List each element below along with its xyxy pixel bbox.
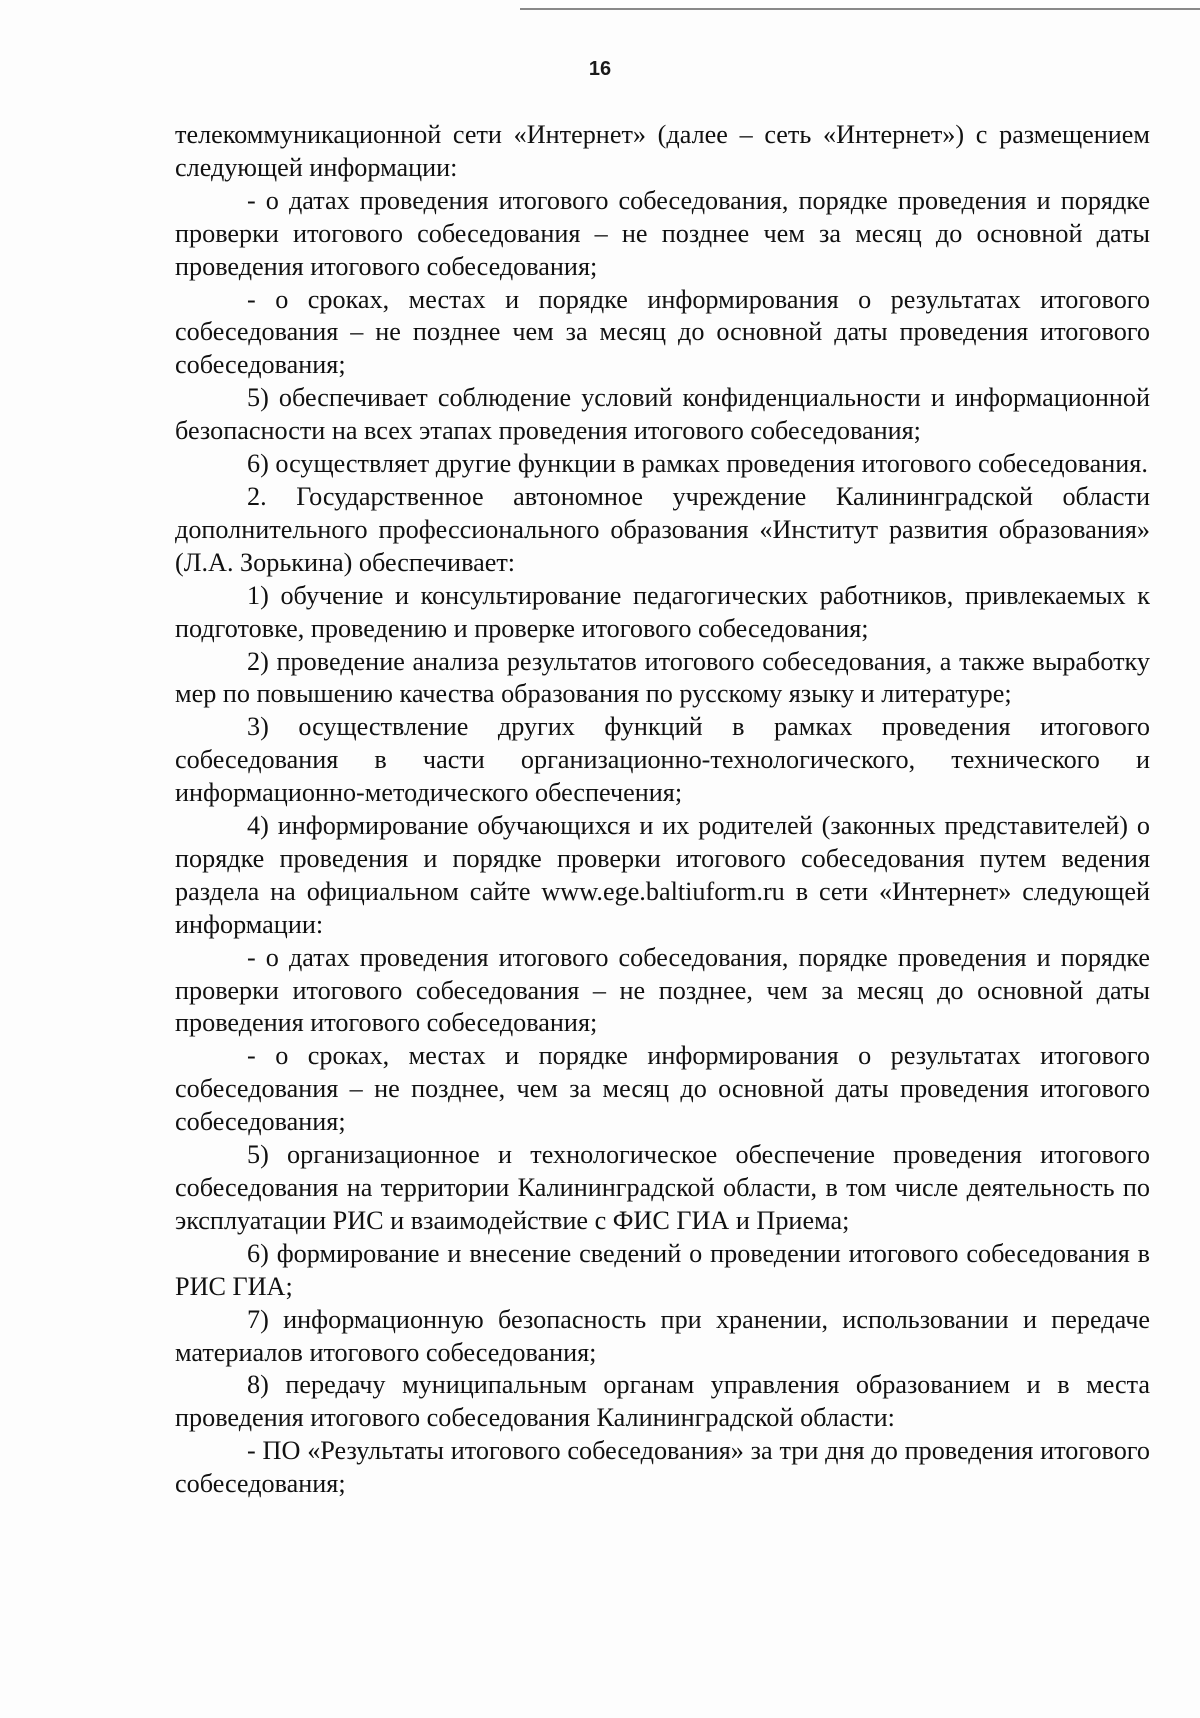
page-number: 16 bbox=[588, 58, 612, 80]
paragraph: - ПО «Результаты итогового собеседования» за три дня до проведения итогового собеседования; bbox=[175, 1436, 1150, 1499]
paragraph: 5) организационное и технологическое обеспечение проведения итогового собеседования на территории Калининградской области, в том числе деятельность по эксплуатации РИС и взаимодействие с ФИС ГИА и Приема; bbox=[175, 1140, 1150, 1235]
paragraph: 7) информационную безопасность при хранении, использовании и передаче материалов итогового собеседования; bbox=[175, 1304, 1150, 1367]
paragraph: - о датах проведения итогового собеседования, порядке проведения и порядке проверки итогового собеседования – не позднее, чем за месяц до основной даты проведения итогового собеседования; bbox=[175, 942, 1150, 1038]
document-body bbox=[175, 119, 1150, 1501]
paragraph: 3) осуществление других функций в рамках проведения итогового собеседования в части организационно-технологического, технического и информационно-методического обеспечения; bbox=[175, 712, 1150, 808]
paragraph: 2) проведение анализа результатов итогового собеседования, а также выработку мер по повышению качества образования по русскому языку и литературе; bbox=[175, 646, 1150, 709]
paragraph: 6) осуществляет другие функции в рамках проведения итогового собеседования. bbox=[247, 449, 1148, 479]
paragraph: 6) формирование и внесение сведений о проведении итогового собеседования в РИС ГИА; bbox=[175, 1238, 1150, 1301]
paragraph: телекоммуникационной сети «Интернет» (далее – сеть «Интернет») с размещением следующей информации: bbox=[175, 120, 1150, 182]
paragraph: - о сроках, местах и порядке информирования о результатах итогового собеседования – не позднее чем за месяц до основной даты проведения итогового собеседования; bbox=[175, 284, 1150, 380]
paragraph: 2. Государственное автономное учреждение Калининградской области дополнительного профессионального образования «Институт развития образования» (Л.А. Зорькина) обеспечивает: bbox=[175, 481, 1150, 577]
paragraph: 5) обеспечивает соблюдение условий конфиденциальности и информационной безопасности на всех этапах проведения итогового собеседования; bbox=[175, 383, 1150, 446]
paragraph: 4) информирование обучающихся и их родителей (законных представителей) о порядке проведения и порядке проверки итогового собеседования путем ведения раздела на официальном сайте www.ege.baltiuform.ru в сети «Интернет» следующей информации: bbox=[175, 811, 1150, 939]
paragraph: - о датах проведения итогового собеседования, порядке проведения и порядке проверки итогового собеседования – не позднее чем за месяц до основной даты проведения итогового собеседования; bbox=[175, 185, 1150, 281]
paragraph: 8) передачу муниципальным органам управления образованием и в места проведения итогового собеседования Калининградской области: bbox=[175, 1370, 1150, 1433]
paragraph: - о сроках, местах и порядке информирования о результатах итогового собеседования – не позднее, чем за месяц до основной даты проведения итогового собеседования; bbox=[175, 1041, 1150, 1137]
paragraph: 1) обучение и консультирование педагогических работников, привлекаемых к подготовке, проведению и проверке итогового собеседования; bbox=[175, 580, 1150, 643]
scan-edge-line bbox=[520, 8, 1200, 10]
